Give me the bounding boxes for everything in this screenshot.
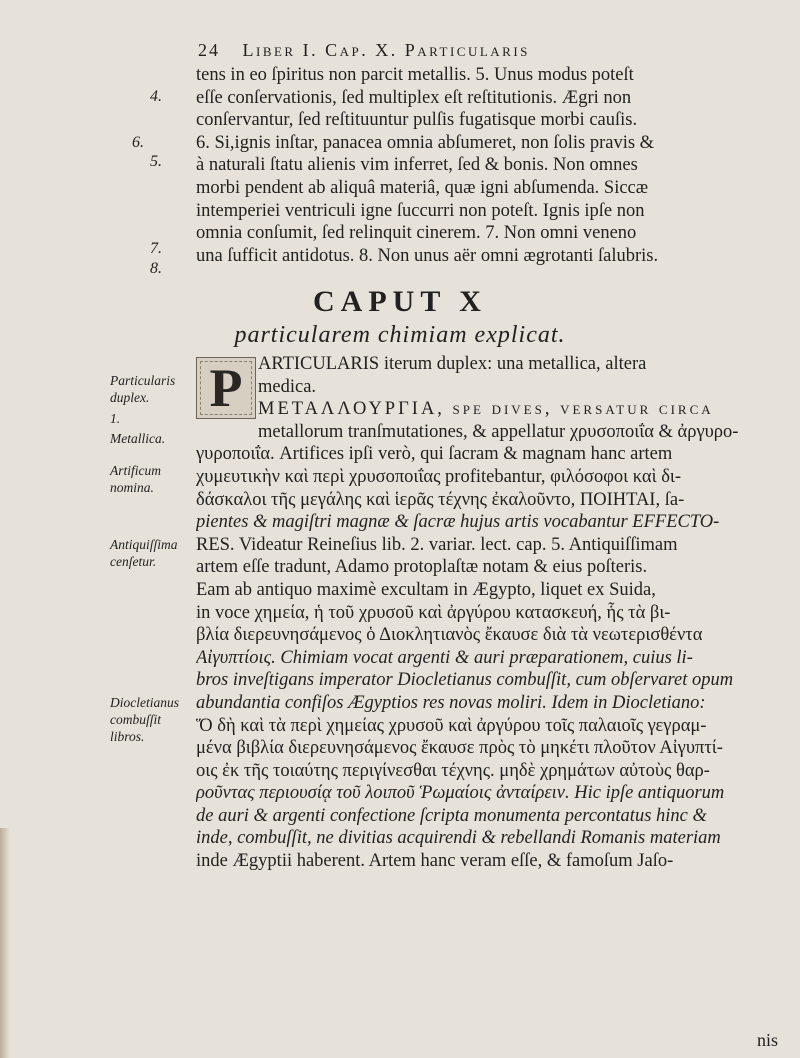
running-header (198, 40, 530, 61)
side-note-particularis: Particularis duplex. (110, 373, 176, 405)
running-title: Liber I. Cap. X. Particularis (242, 40, 530, 60)
text-line: χυμευτικὴν καὶ περὶ χρυσοποιΐας profitebantur, φιλόσοφοι καὶ δι- (196, 466, 682, 487)
text-line: artem eſſe tradunt, Adamo protoplaſtæ notam & eius poſteris. (196, 557, 648, 578)
text-line: ARTICULARIS iterum duplex: una metallica, altera (258, 354, 647, 374)
page-edge-stain (0, 828, 10, 1058)
chapter-title: CAPUT X (313, 285, 487, 318)
text-line: pientes & magiſtri magnæ & ſacræ hujus artis vocabantur EFFECTO- (196, 512, 720, 533)
text-line: bros inveſtigans imperator Diocletianus combuſſit, cum obſervaret opum (196, 670, 734, 691)
text-line: intemperiei ventriculi igne ſuccurri non poteſt. Ignis ipſe non (196, 200, 645, 221)
text-line: abundantia confiſos Ægyptios res novas moliri. Idem in Diocletiano: (196, 692, 706, 713)
text-line: omnia conſumit, ſed relinquit cinerem. 7. Non omni veneno (196, 223, 637, 244)
text-line: inde, combuſſit, ne divitias acquirendi & rebellandi Romanis materiam (196, 828, 721, 849)
text-line: Eam ab antiquo maximè excultam in Ægypto, liquet ex Suida, (196, 579, 656, 600)
catchword: nis (756, 1030, 778, 1050)
margin-number-5: 5. (150, 153, 162, 170)
text-line: tens in eo ſpiritus non parcit metallis. 5. Unus modus poteſt (196, 65, 634, 85)
text-line: à naturali ſtatu alienis vim inferret, ſed & bonis. Non omnes (196, 155, 638, 176)
text-line: in voce χημεία, ἡ τοῦ χρυσοῦ καὶ ἀργύρου κατασκευή, ἧς τὰ βι- (196, 602, 671, 623)
text-line: 6. Si,ignis inſtar, panacea omnia abſumeret, non ſolis pravis & (196, 132, 655, 153)
text-line: de auri & argenti confectione ſcripta monumenta percontatus hinc & (196, 805, 707, 826)
margin-number-4: 4. (150, 88, 162, 105)
text-line: γυροποιΐα. Artifices ipſi verò, qui ſacram & magnam hanc artem (196, 444, 673, 465)
side-note-artificum: Artificum nomina. (110, 463, 161, 495)
text-line: RES. Videatur Reineſius lib. 2. variar. lect. cap. 5. Antiquiſſimam (196, 534, 678, 555)
text-line: οις ἐκ τῆς τοιαύτης περιγίνεσθαι τέχνης. μηδὲ χρημάτων αὐτοὺς θαρ- (196, 760, 710, 781)
initial-letter: P (209, 358, 243, 418)
margin-number-7: 7. (150, 240, 162, 257)
text-line: conſervantur, ſed reſtituuntur pulſis fugatisque morbi cauſis. (196, 110, 638, 131)
text-line: metallorum tranſmutationes, & appellatur χρυσοποιΐα & ἀργυρο- (258, 421, 739, 442)
page-number: 24 (198, 40, 220, 60)
side-note-number: 1. (110, 411, 121, 426)
body-text-top (196, 64, 781, 267)
text-line: βλία διερευνησάμενος ὁ Διοκλητιανὸς ἔκαυσε διὰ τὰ νεωτερισθέντα (196, 625, 703, 646)
text-line: δάσκαλοι τῆς μεγάλης καὶ ἱερᾶς τέχνης ἐκαλοῦντο, ΠΟΙΗΤΑΙ, ſa- (196, 489, 685, 510)
text-line: Αἰγυπτίοις. Chimiam vocat argenti & auri præparationem, cuius li- (196, 647, 693, 668)
text-line: ροῦντας περιουσίᾳ τοῦ λοιποῦ Ῥωμαίοις ἀνταίρειν. Hic ipſe antiquorum (196, 783, 725, 804)
text-line: μένα βιβλία διερευνησάμενος ἔκαυσε πρὸς τὸ μηκέτι πλοῦτον Αἰγυπτί- (196, 738, 723, 759)
text-line: ΜΕΤΑΛΛΟΥΡΓΙΑ, ſpe dives, verſatur circa (258, 399, 714, 420)
text-line: medica. (258, 376, 317, 397)
text-line: eſſe conſervationis, ſed multiplex eſt reſtitutionis. Ægri non (196, 87, 632, 108)
side-note-diocletianus: Diocletianus combuſſit libros. (110, 695, 179, 744)
side-note-antiquissima: Antiquiſſima cenſetur. (110, 537, 178, 569)
side-note-metallica: Metallica. (110, 431, 166, 446)
text-line: una ſufficit antidotus. 8. Non unus aër omni ægrotanti ſalubris. (196, 245, 659, 266)
body-text-section (196, 353, 781, 873)
text-line: morbi pendent ab aliquâ materiâ, quæ igni abſumenda. Siccæ (196, 177, 649, 198)
text-line: Ὅ δὴ καὶ τὰ περὶ χημείας χρυσοῦ καὶ ἀργύρου τοῖς παλαιοῖς γεγραμ- (196, 715, 707, 736)
chapter-subtitle: particularem chimiam explicat. (234, 322, 566, 348)
margin-number-8: 8. (150, 260, 162, 277)
margin-number-6: 6. (132, 134, 144, 151)
text-line: inde Ægyptii haberent. Artem hanc veram eſſe, & famoſum Jaſo- (196, 851, 674, 872)
